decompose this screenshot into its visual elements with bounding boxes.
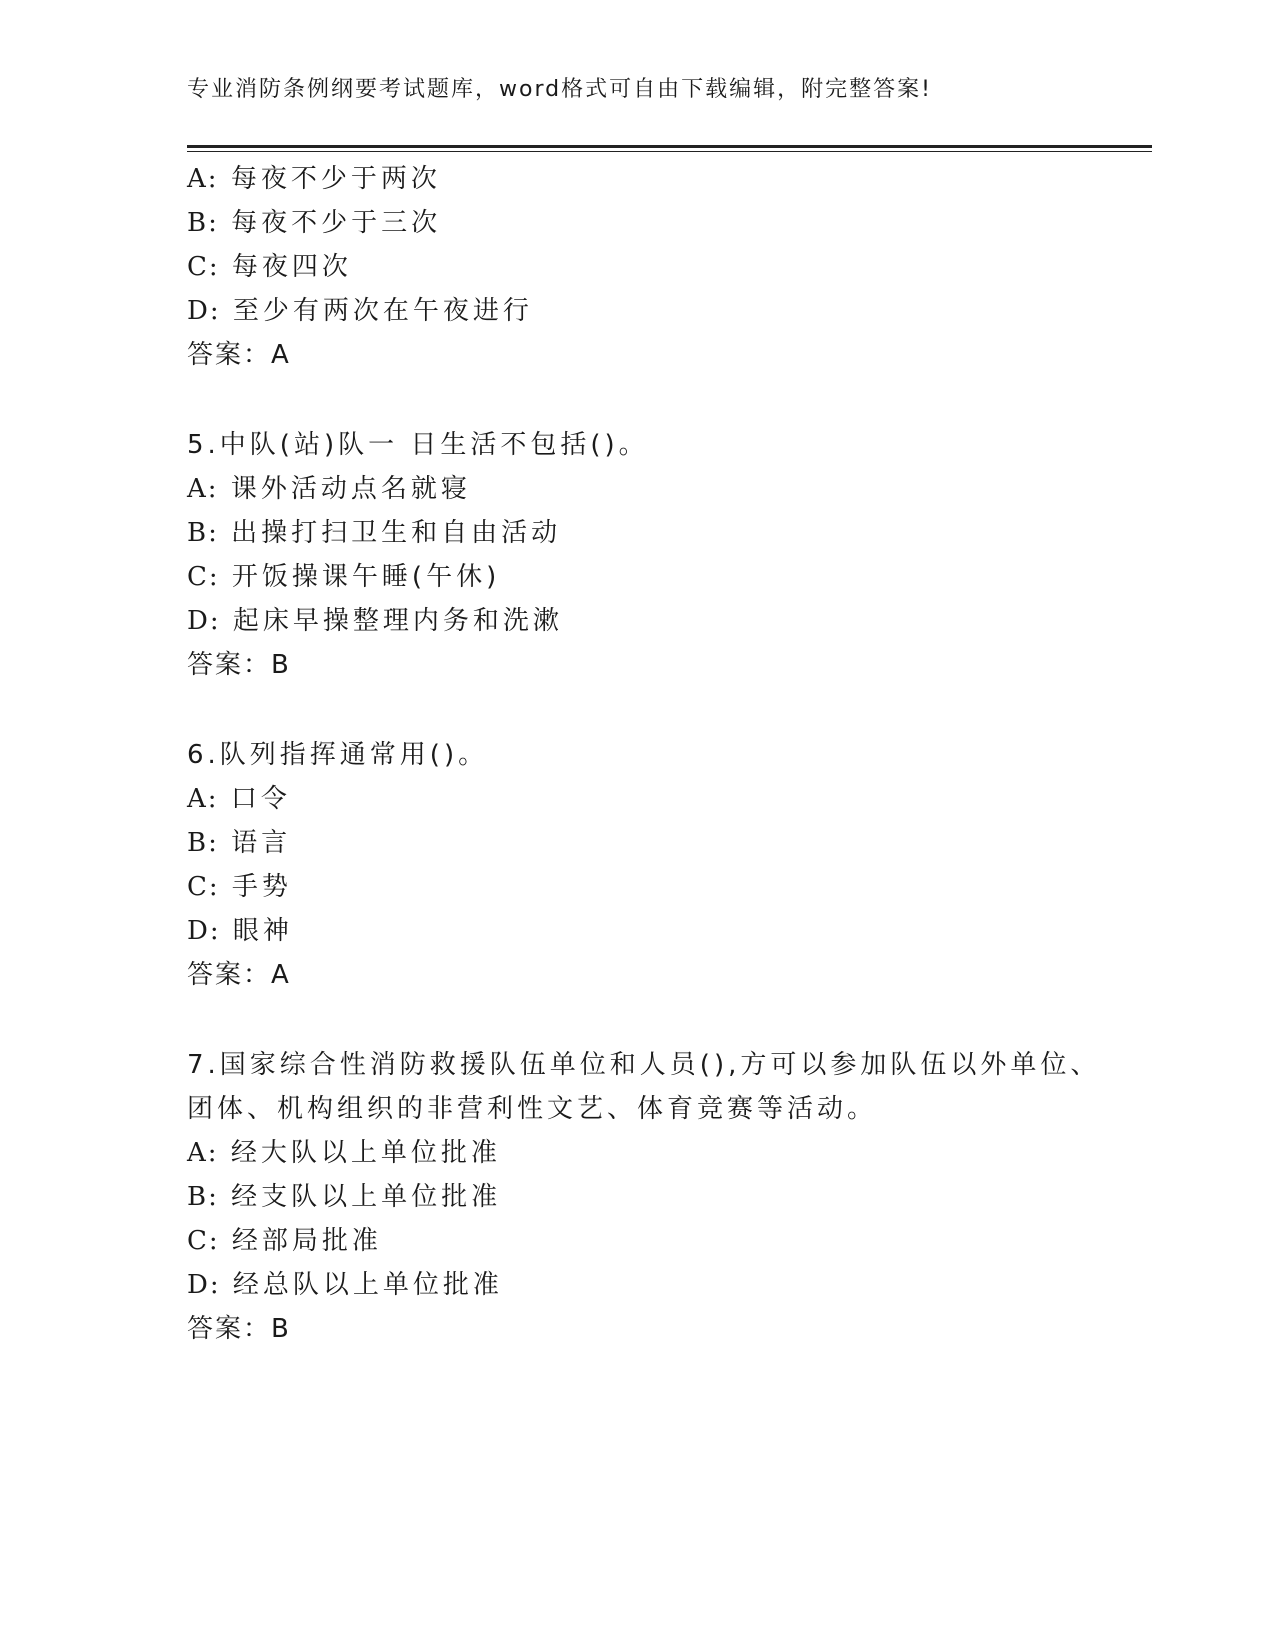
option-label: B: [187,518,219,548]
q7-option-b [187,1176,501,1213]
q4-option-b [187,202,441,239]
q4-option-d [187,290,533,327]
q6-option-b [187,822,291,859]
option-text: 口令 [230,784,291,814]
option-label: D: [187,296,221,326]
option-label: D: [187,606,221,636]
q5-option-d [187,600,563,637]
q6-question: 6.队列指挥通常用()。 [187,740,489,770]
option-label: B: [187,1182,219,1212]
option-text: 经部局批准 [231,1226,382,1256]
q4-option-a [187,158,441,195]
option-label: A: [187,164,219,194]
option-label: A: [187,1138,219,1168]
q5-answer: 答案：B [187,650,291,680]
option-text: 课外活动点名就寝 [230,474,471,504]
option-label: D: [187,916,221,946]
option-text: 眼神 [232,916,293,946]
option-text: 手势 [231,872,292,902]
option-text: 经总队以上单位批准 [232,1270,503,1300]
q7-option-c [187,1220,382,1257]
q5-option-b [187,512,561,549]
q7-option-a [187,1132,501,1169]
q7-answer: 答案：B [187,1314,291,1344]
option-label: A: [187,474,219,504]
option-label: C: [187,872,220,902]
option-text: 每夜不少于两次 [230,164,441,194]
option-label: A: [187,784,219,814]
option-label: B: [187,208,219,238]
header-divider-thin [187,151,1152,152]
option-text: 每夜不少于三次 [231,208,442,238]
q6-option-a [187,778,291,815]
q4-answer: 答案：A [187,340,291,370]
q7-question-line1: 7.国家综合性消防救援队伍单位和人员(),方可以参加队伍以外单位、 [187,1050,1101,1080]
option-text: 经大队以上单位批准 [230,1138,501,1168]
q7-option-d [187,1264,503,1301]
option-text: 每夜四次 [231,252,352,282]
option-label: D: [187,1270,221,1300]
option-text: 至少有两次在午夜进行 [232,296,533,326]
q6-option-d [187,910,293,947]
option-label: C: [187,1226,220,1256]
q7-question-line2: 团体、机构组织的非营利性文艺、体育竞赛等活动。 [187,1094,878,1124]
option-label: C: [187,252,220,282]
option-text: 语言 [231,828,292,858]
q5-option-c [187,556,500,593]
header-divider-thick [187,145,1152,148]
q4-option-c [187,246,352,283]
document-header: 专业消防条例纲要考试题库，word格式可自由下载编辑，附完整答案! [187,77,932,102]
q6-option-c [187,866,292,903]
option-label: C: [187,562,220,592]
q5-option-a [187,468,471,505]
option-text: 出操打扫卫生和自由活动 [231,518,562,548]
option-text: 经支队以上单位批准 [231,1182,502,1212]
q6-answer: 答案：A [187,960,291,990]
option-label: B: [187,828,219,858]
option-text: 起床早操整理内务和洗漱 [232,606,563,636]
option-text: 开饭操课午睡(午休) [231,562,501,592]
q5-question: 5.中队(站)队一 日生活不包括()。 [187,430,649,460]
